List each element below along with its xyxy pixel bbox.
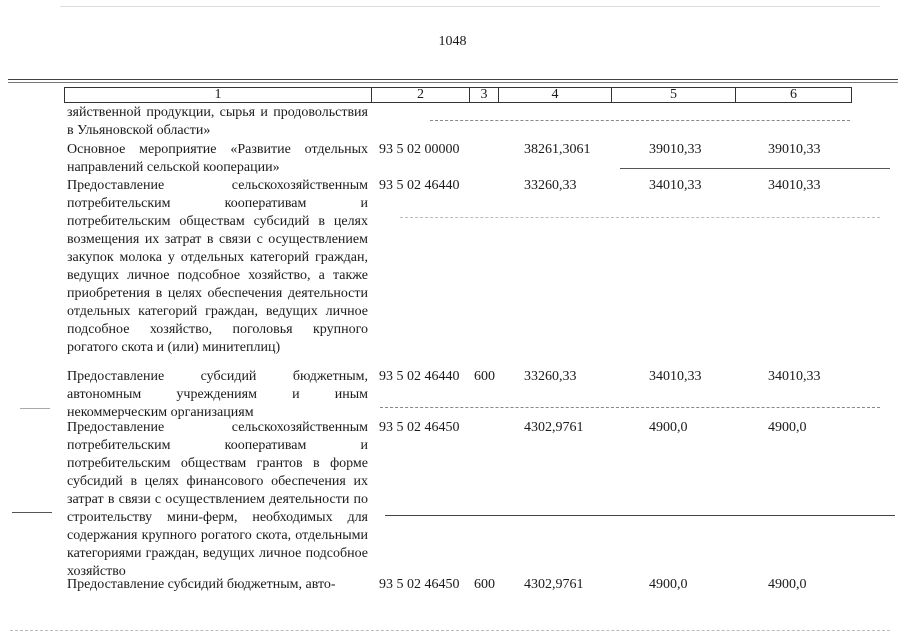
- top-rule: [8, 79, 898, 80]
- row-value-6: 4900,0: [768, 420, 807, 435]
- header-col-3: 3: [470, 88, 499, 102]
- header-col-6: 6: [790, 87, 797, 102]
- scan-dash: [430, 120, 850, 121]
- scan-dash: [380, 407, 880, 408]
- row-description: Предоставление субсидий бюджетным, авто-: [67, 577, 336, 592]
- top-rule-secondary: [8, 82, 898, 83]
- row-description: Предоставление субсидий бюджетным, автономным учреждениям и иным некоммерческим организациям: [67, 369, 368, 420]
- header-col-1: 1: [65, 88, 372, 102]
- row-code: 93 5 02 46440: [379, 178, 460, 193]
- scan-dash: [10, 630, 890, 631]
- row-value-4: 4302,9761: [524, 420, 584, 435]
- row-value-5: 4900,0: [649, 577, 688, 592]
- row-value-5: 34010,33: [649, 369, 702, 384]
- row-description: зяйственной продукции, сырья и продовольствия в Ульяновской области»: [67, 105, 368, 138]
- scan-dash: [60, 6, 880, 7]
- table-header: [64, 87, 852, 103]
- row-value-5: 34010,33: [649, 178, 702, 193]
- row-type: 600: [474, 369, 495, 384]
- header-col-5: 5: [612, 88, 736, 102]
- row-value-6: 34010,33: [768, 369, 821, 384]
- row-value-6: 4900,0: [768, 577, 807, 592]
- row-value-4: 4302,9761: [524, 577, 584, 592]
- row-code: 93 5 02 00000: [379, 142, 460, 157]
- scan-dash: [20, 408, 50, 409]
- row-value-6: 39010,33: [768, 142, 821, 157]
- page-number: 1048: [438, 34, 467, 49]
- row-value-4: 33260,33: [524, 369, 577, 384]
- row-description: Предоставление сельскохозяйственным потребительским кооперативам и потребительским обществам субсидий в целях возмещения их затрат в связи с осуществлением закупок молока у отдельных категорий граждан, ведущих личное подсобное хозяйство, а также приобретения в целях обеспечения деятельности отдельных категорий граждан, ведущих личное подсобное хозяйство, поголовья крупного рогатого скота и (или) минитеплиц): [67, 178, 368, 355]
- row-description: Основное мероприятие «Развитие отдельных направлений сельской кооперации»: [67, 142, 368, 175]
- row-value-4: 33260,33: [524, 178, 577, 193]
- row-code: 93 5 02 46440: [379, 369, 460, 384]
- scan-dash: [12, 512, 52, 513]
- scan-dash: [400, 217, 880, 218]
- row-value-6: 34010,33: [768, 178, 821, 193]
- row-code: 93 5 02 46450: [379, 577, 460, 592]
- scan-dash: [620, 168, 890, 169]
- scan-dash: [385, 515, 895, 516]
- row-value-5: 4900,0: [649, 420, 688, 435]
- row-description: Предоставление сельскохозяйственным потребительским кооперативам и потребительским обществам грантов в форме субсидий в целях финансового обеспечения их затрат в связи с осуществлением деятельности по строительству мини-ферм, необходимых для содержания крупного рогатого скота, отдельными категориями граждан, ведущих личное подсобное хозяйство: [67, 420, 368, 579]
- header-col-4: 4: [499, 88, 612, 102]
- row-value-4: 38261,3061: [524, 142, 591, 157]
- header-col-2: 2: [372, 88, 470, 102]
- row-type: 600: [474, 577, 495, 592]
- row-code: 93 5 02 46450: [379, 420, 460, 435]
- row-value-5: 39010,33: [649, 142, 702, 157]
